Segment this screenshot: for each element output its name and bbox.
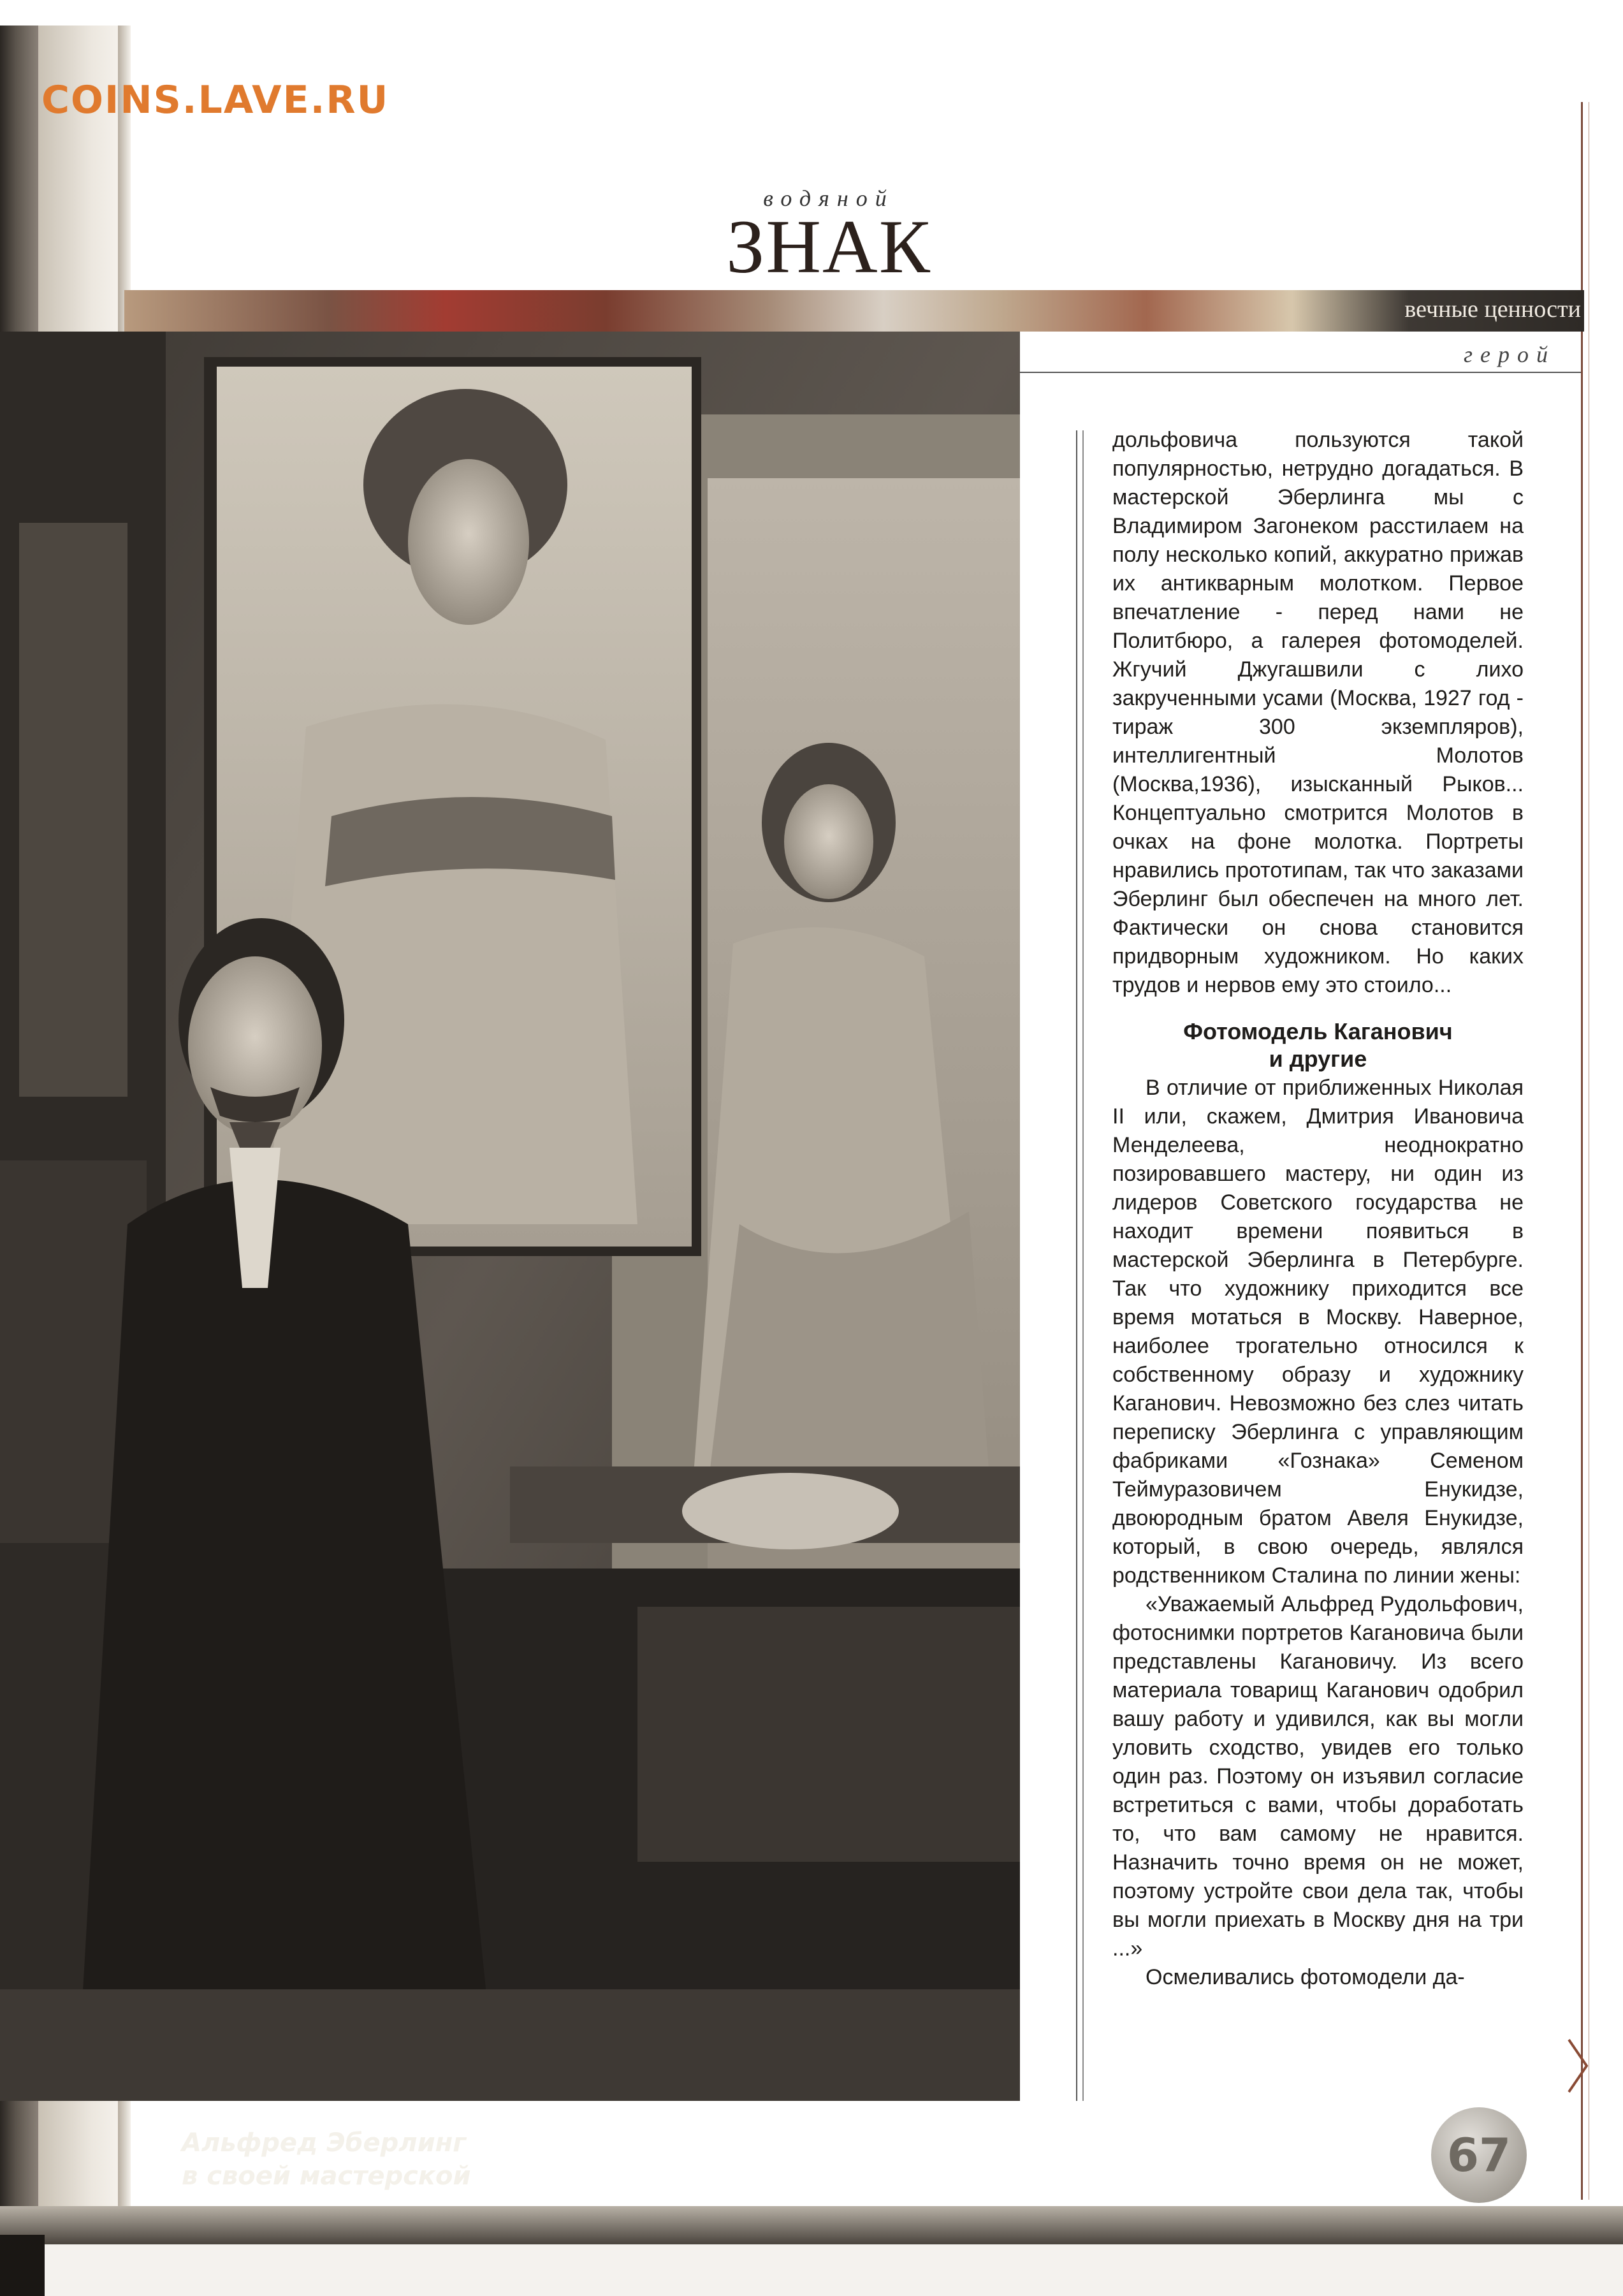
article-paragraph: В отличие от приближенных Николая II или, скажем, Дмитрия Ивановича Менделеева, неоднократно позировавшего мастеру, ни один из лидеров Советского государства не находит времени появиться в мастерской Эберлинга в Петербурге. Так что художнику приходится все время мотаться в Москву. Наверное, наиболее трогательно относился к собственному образу и художнику Каганович. Невозможно без слез читать переписку Эберлинга с управляющим фабриками «Гознака» Семеном Теймуразовичем Енукидзе, двоюродным братом Авеля Енукидзе, который, в свою очередь, являлся родственником Сталина по линии жены: <box>1112 1076 1524 1588</box>
article-column <box>1112 426 1524 1992</box>
next-page-chevron-icon <box>1565 2037 1590 2095</box>
article-quote: «Уважаемый Альфред Рудольфович, фотоснимки портретов Кагановича были представлены Кагановичу. Из всего материала товарищ Каганович одобрил вашу работу и удивился, как вы могли уловить сходство, увидев его только один раз. Поэтому он изъявил согласие встретиться с вами, чтобы доработать то, что вам самому не нравится. Назначить точно время он не может, поэтому устройте свои дела так, чтобы вы могли приехать в Москву дня на три ...» <box>1112 1592 1524 1961</box>
scan-bottom-edge <box>0 2206 1623 2244</box>
article-subheading-line-1: Фотомодель Каганович <box>1183 1018 1453 1044</box>
article-continuation: Осмеливались фотомодели да- <box>1146 1965 1465 1989</box>
masthead-title: ЗНАК <box>726 204 931 289</box>
scan-corner-shadow <box>0 2235 45 2296</box>
rubric-rule <box>1020 372 1581 373</box>
article-subheading-line-2: и другие <box>1269 1046 1367 1072</box>
site-watermark: COINS.LAVE.RU <box>41 78 389 122</box>
article-intro-paragraph: дольфовича пользуются такой популярностью, нетрудно догадаться. В мастерской Эберлинга мы с Владимиром Загонеком расстилаем на полу несколько копий, аккуратно прижав их антикварным молотком. Первое впечатление - перед нами не Политбюро, а галерея фотомоделей. Жгучий Джугашвили с лихо закрученными усами (Москва, 1927 год - тираж 300 экземпляров), интеллигентный Молотов (Москва,1936), изысканный Рыков... Концептуально смотрится Молотов в очках на фоне молотка. Портреты нравились прототипам, так что заказами Эберлинг был обеспечен на много лет. Фактически он снова становится придворным художником. Но каких трудов и нервов ему это стоило... <box>1112 428 1524 997</box>
photo-caption <box>182 2126 471 2193</box>
rubric-label: герой <box>1463 342 1555 367</box>
artist-studio-photo <box>0 332 1020 2191</box>
column-rule <box>1076 430 1077 2101</box>
masthead-subtitle: водяной <box>763 186 894 211</box>
studio-photo-image <box>0 332 1020 2101</box>
scan-bottom-margin <box>0 2244 1623 2296</box>
article-subheading <box>1112 1018 1524 1072</box>
section-label: вечные ценности <box>1404 296 1581 323</box>
right-margin-rule <box>1581 102 1583 2200</box>
column-rule-thin <box>1082 430 1084 2101</box>
scan-top-margin <box>0 0 1623 32</box>
page-number: 67 <box>1446 2128 1511 2182</box>
photo-caption-line-1: Альфред Эберлинг <box>182 2128 467 2158</box>
photo-caption-line-2: в своей мастерской <box>182 2161 471 2191</box>
